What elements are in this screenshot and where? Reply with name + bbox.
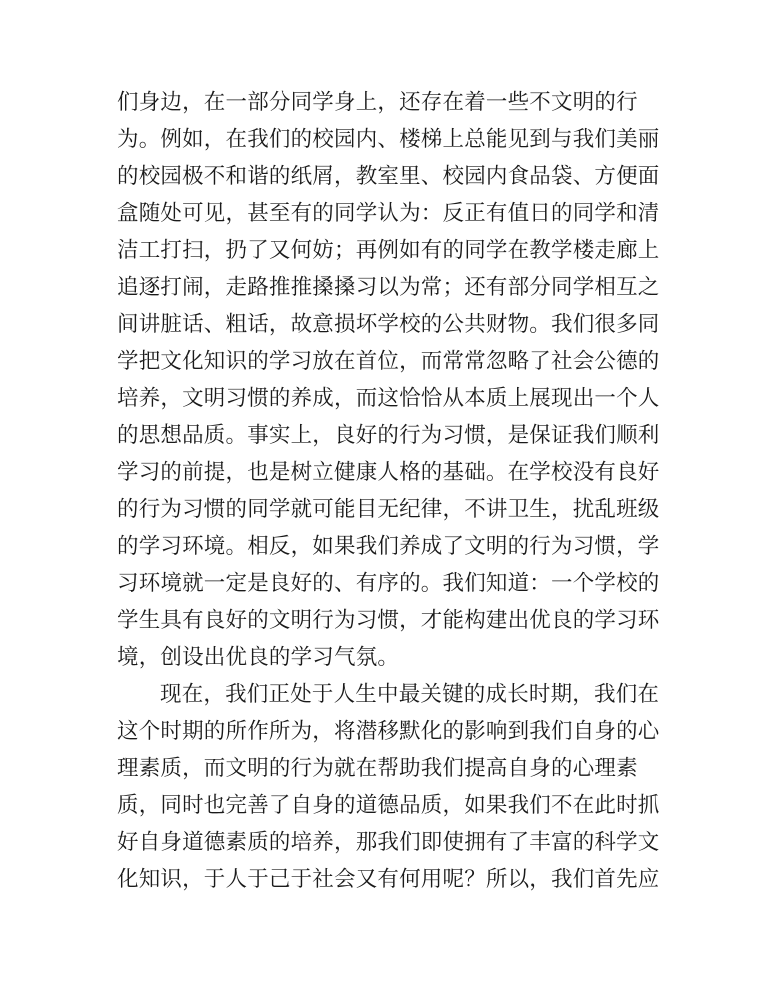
text-line: 为。例如，在我们的校园内、楼梯上总能见到与我们美丽 bbox=[117, 127, 660, 152]
text-line: 化知识，于人于己于社会又有何用呢？所以，我们首先应 bbox=[117, 867, 660, 892]
text-line: 质，同时也完善了自身的道德品质，如果我们不在此时抓 bbox=[117, 793, 660, 818]
text-line: 理素质，而文明的行为就在帮助我们提高自身的心理素 bbox=[117, 756, 638, 781]
text-line: 这个时期的所作所为，将潜移默化的影响到我们自身的心 bbox=[117, 719, 660, 744]
text-line: 间讲脏话、粗话，故意损坏学校的公共财物。我们很多同 bbox=[117, 312, 660, 337]
text-line: 好自身道德素质的培养，那我们即使拥有了丰富的科学文 bbox=[117, 830, 660, 855]
text-line: 境，创设出优良的学习气氛。 bbox=[117, 645, 400, 670]
text-line: 盒随处可见，甚至有的同学认为：反正有值日的同学和清 bbox=[117, 201, 660, 226]
text-line: 洁工打扫，扔了又何妨；再例如有的同学在教学楼走廊上 bbox=[117, 238, 660, 263]
document-body bbox=[117, 84, 677, 898]
text-line: 习环境就一定是良好的、有序的。我们知道：一个学校的 bbox=[117, 571, 660, 596]
paragraph-first-line: 现在，我们正处于人生中最关键的成长时期，我们在 bbox=[160, 682, 660, 707]
text-line: 学习的前提，也是树立健康人格的基础。在学校没有良好 bbox=[117, 460, 660, 485]
text-line: 的学习环境。相反，如果我们养成了文明的行为习惯，学 bbox=[117, 534, 660, 559]
text-line: 培养，文明习惯的养成，而这恰恰从本质上展现出一个人 bbox=[117, 386, 660, 411]
text-line: 追逐打闹，走路推推搡搡习以为常；还有部分同学相互之 bbox=[117, 275, 660, 300]
text-line: 的思想品质。事实上，良好的行为习惯，是保证我们顺利 bbox=[117, 423, 660, 448]
text-line: 的行为习惯的同学就可能目无纪律，不讲卫生，扰乱班级 bbox=[117, 497, 660, 522]
text-line: 的校园极不和谐的纸屑，教室里、校园内食品袋、方便面 bbox=[117, 164, 660, 189]
text-line: 学把文化知识的学习放在首位，而常常忽略了社会公德的 bbox=[117, 349, 660, 374]
text-line: 学生具有良好的文明行为习惯，才能构建出优良的学习环 bbox=[117, 608, 660, 633]
text-line: 们身边，在一部分同学身上，还存在着一些不文明的行 bbox=[117, 90, 638, 115]
